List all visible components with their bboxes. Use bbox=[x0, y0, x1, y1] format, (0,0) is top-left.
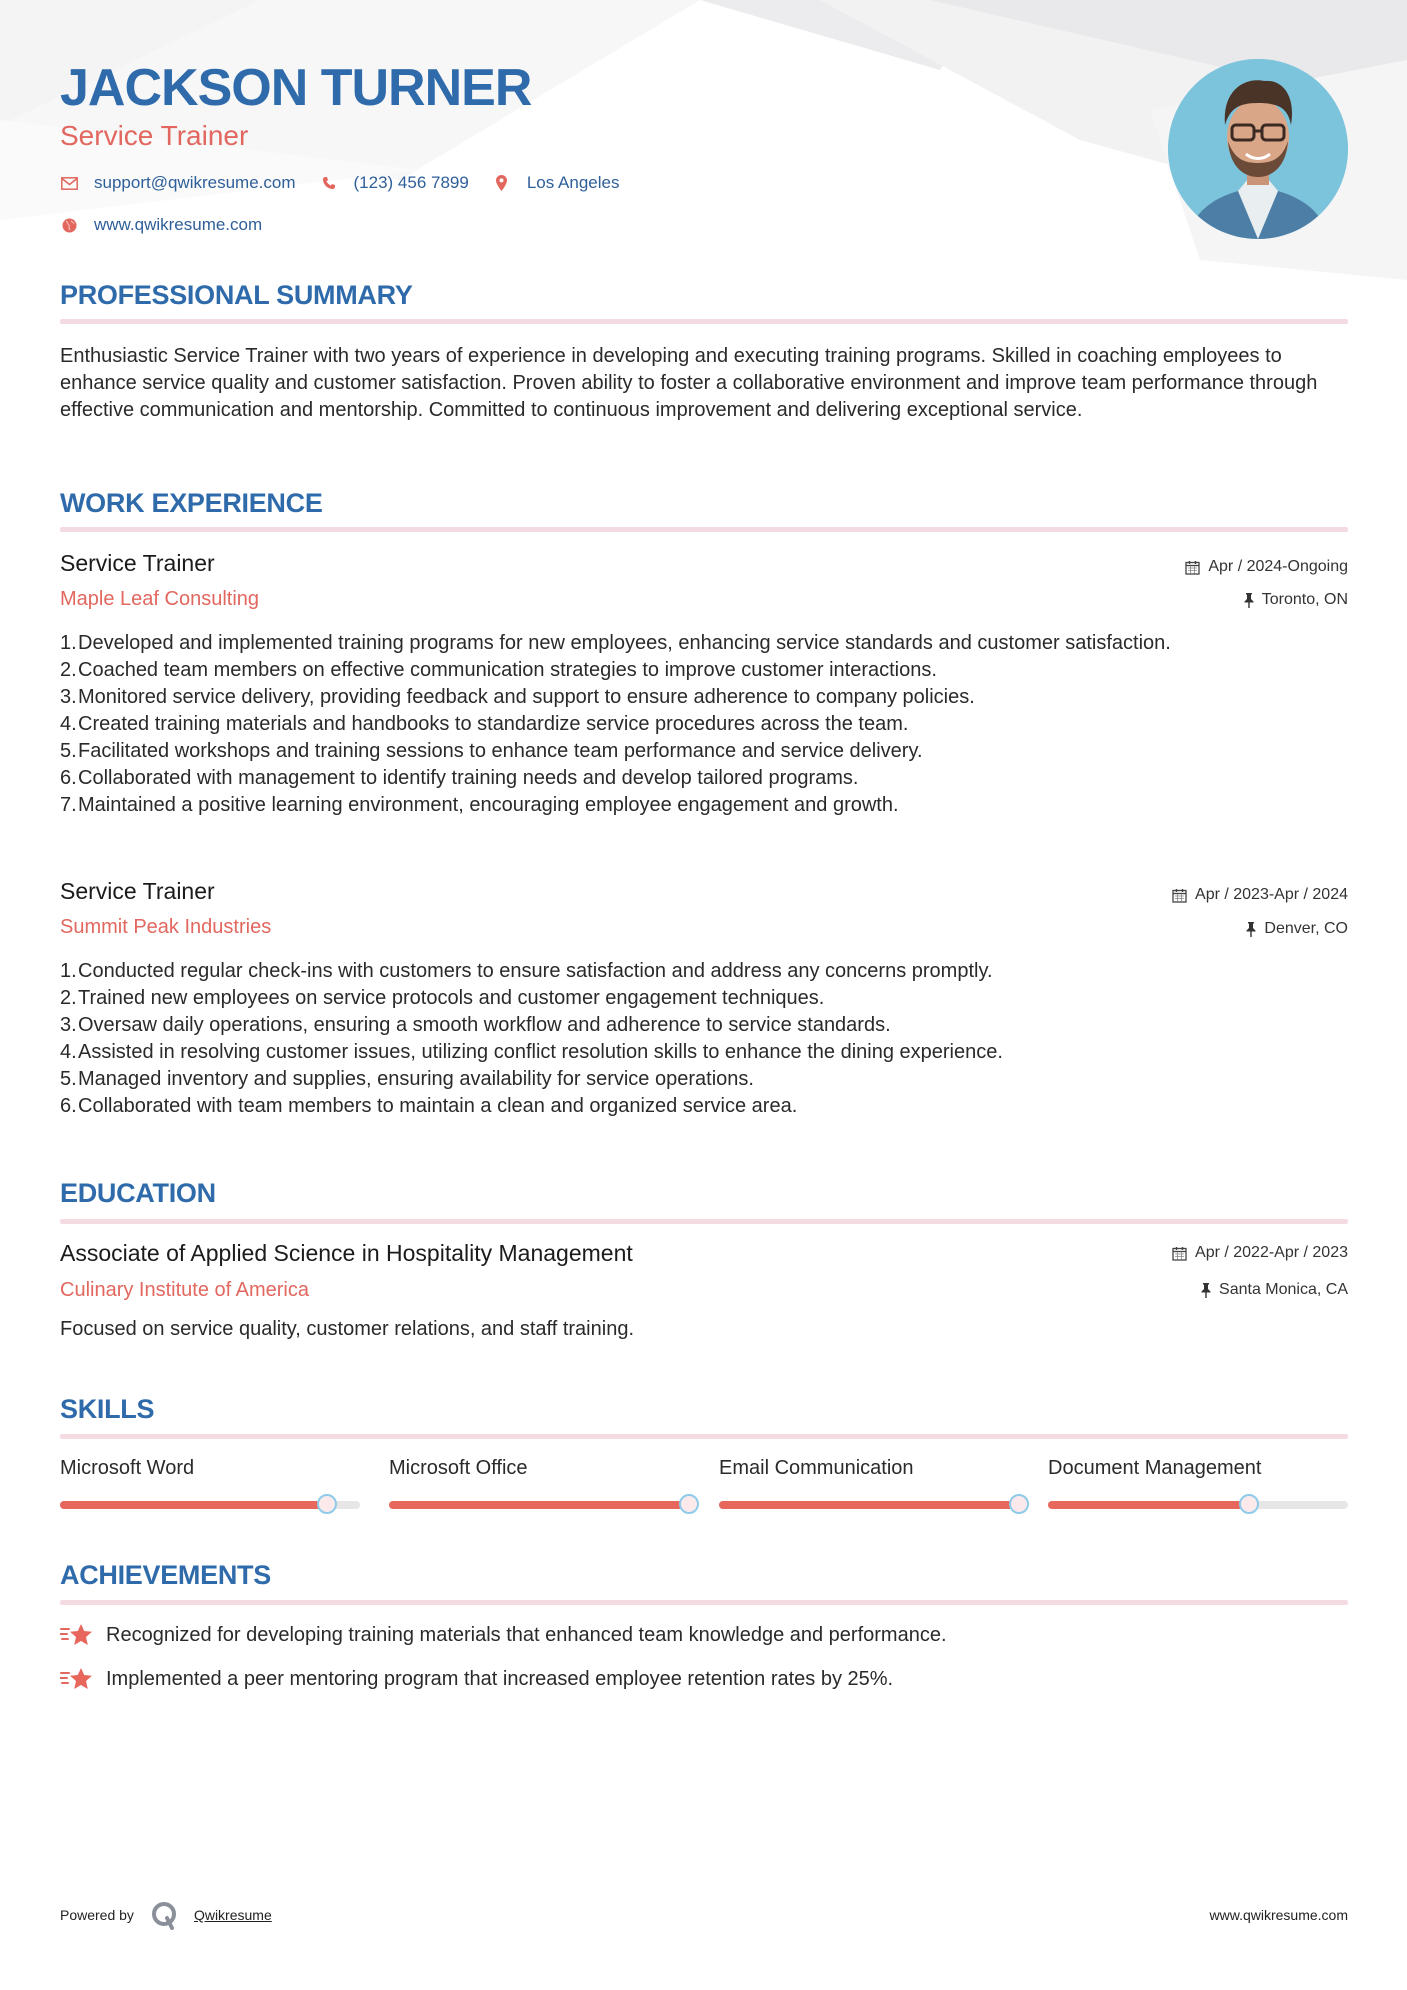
location-text: Los Angeles bbox=[526, 173, 620, 192]
achievement-item bbox=[60, 1622, 947, 1648]
contact-row bbox=[60, 173, 643, 193]
skill-label: Document Management bbox=[1048, 1457, 1262, 1479]
skill-email-communication bbox=[719, 1457, 1019, 1480]
candidate-title: Service Trainer bbox=[60, 120, 249, 151]
skill-bar-fill bbox=[719, 1501, 1019, 1509]
globe-icon bbox=[60, 216, 78, 234]
contact-phone[interactable] bbox=[320, 173, 469, 193]
section-divider bbox=[60, 1219, 1348, 1224]
pushpin-icon bbox=[1201, 1283, 1211, 1298]
contact-location bbox=[493, 173, 620, 193]
skill-bar bbox=[60, 1501, 360, 1509]
education-location bbox=[1201, 1281, 1348, 1299]
skill-bar-knob bbox=[679, 1494, 699, 1514]
bullet-item: 3. Monitored service delivery, providing feedback and support to ensure adherence to company policies. bbox=[60, 686, 975, 708]
bullet-item: 5. Facilitated workshops and training sessions to enhance team performance and service delivery. bbox=[60, 740, 923, 762]
section-divider bbox=[60, 1434, 1348, 1439]
star-award-icon bbox=[60, 1622, 94, 1648]
skill-bar bbox=[719, 1501, 1019, 1509]
job-dates bbox=[1172, 886, 1348, 904]
bullet-item: 1. Conducted regular check-ins with customers to ensure satisfaction and address any concerns promptly. bbox=[60, 960, 993, 982]
achievement-text: Recognized for developing training materials that enhanced team knowledge and performance. bbox=[106, 1623, 947, 1646]
experience-heading: WORK EXPERIENCE bbox=[60, 488, 323, 518]
degree-title: Associate of Applied Science in Hospitality Management bbox=[60, 1240, 633, 1266]
skill-microsoft-office bbox=[389, 1457, 689, 1480]
skill-bar-fill bbox=[60, 1501, 327, 1509]
education-description: Focused on service quality, customer relations, and staff training. bbox=[60, 1318, 634, 1340]
job-location bbox=[1246, 920, 1348, 938]
footer-website: www.qwikresume.com bbox=[1209, 1907, 1348, 1923]
skill-bar-fill bbox=[389, 1501, 689, 1509]
job-bullets bbox=[60, 958, 1348, 1120]
skill-bar-fill bbox=[1048, 1501, 1249, 1509]
achievement-item bbox=[60, 1666, 893, 1692]
school-name: Culinary Institute of America bbox=[60, 1279, 309, 1301]
bullet-item: 3. Oversaw daily operations, ensuring a smooth workflow and adherence to service standards. bbox=[60, 1014, 891, 1036]
summary-heading: PROFESSIONAL SUMMARY bbox=[60, 280, 413, 310]
bullet-item: 7. Maintained a positive learning environment, encouraging employee engagement and growth. bbox=[60, 794, 899, 816]
section-divider bbox=[60, 319, 1348, 324]
bullet-item: 4. Created training materials and handbooks to standardize service procedures across the team. bbox=[60, 713, 909, 735]
job-dates-text: Apr / 2024-Ongoing bbox=[1208, 558, 1348, 575]
job-title: Service Trainer bbox=[60, 550, 215, 576]
section-divider bbox=[60, 1600, 1348, 1605]
education-location-text: Santa Monica, CA bbox=[1219, 1281, 1348, 1298]
calendar-icon bbox=[1172, 1246, 1187, 1261]
achievement-text: Implemented a peer mentoring program that increased employee retention rates by 25%. bbox=[106, 1667, 894, 1690]
bullet-item: 6. Collaborated with team members to maintain a clean and organized service area. bbox=[60, 1095, 798, 1117]
bullet-item: 1. Developed and implemented training programs for new employees, enhancing service standards and customer satisfaction. bbox=[60, 632, 1171, 654]
job-title: Service Trainer bbox=[60, 878, 215, 904]
contact-row-2 bbox=[60, 215, 286, 235]
skill-label: Microsoft Word bbox=[60, 1457, 195, 1479]
achievements-heading: ACHIEVEMENTS bbox=[60, 1560, 271, 1590]
bullet-item: 2. Trained new employees on service protocols and customer engagement techniques. bbox=[60, 987, 825, 1009]
skills-heading: SKILLS bbox=[60, 1394, 155, 1424]
skill-bar bbox=[389, 1501, 689, 1509]
map-pin-icon bbox=[493, 174, 511, 192]
summary-text: Enthusiastic Service Trainer with two years of experience in developing and executing training programs. Skilled in coaching employees to enhance service quality and customer satisfaction. Proven ability to foster a collaborative environment and improve team performance through effective communication and mentorship. Committed to continuous improvement and delivering exceptional service. bbox=[60, 345, 1318, 421]
job-dates-text: Apr / 2023-Apr / 2024 bbox=[1195, 886, 1348, 903]
envelope-icon bbox=[60, 174, 78, 192]
bullet-item: 4. Assisted in resolving customer issues, utilizing conflict resolution skills to enhance the dining experience. bbox=[60, 1041, 1003, 1063]
profile-photo bbox=[1168, 59, 1348, 239]
skill-microsoft-word bbox=[60, 1457, 360, 1480]
candidate-name: JACKSON TURNER bbox=[60, 59, 532, 117]
powered-by-label: Powered by bbox=[60, 1907, 134, 1923]
calendar-icon bbox=[1185, 560, 1200, 575]
phone-icon bbox=[320, 174, 338, 192]
job-company: Maple Leaf Consulting bbox=[60, 588, 260, 610]
bullet-item: 5. Managed inventory and supplies, ensuring availability for service operations. bbox=[60, 1068, 754, 1090]
skill-label: Email Communication bbox=[719, 1457, 914, 1479]
contact-website[interactable] bbox=[60, 215, 262, 235]
job-dates bbox=[1185, 558, 1348, 576]
pushpin-icon bbox=[1246, 922, 1256, 937]
bullet-item: 2. Coached team members on effective communication strategies to improve customer interactions. bbox=[60, 659, 937, 681]
education-dates-text: Apr / 2022-Apr / 2023 bbox=[1195, 1244, 1348, 1261]
job-location-text: Denver, CO bbox=[1264, 920, 1348, 937]
skill-bar-knob bbox=[1009, 1494, 1029, 1514]
phone-text: (123) 456 7899 bbox=[353, 173, 469, 192]
bullet-item: 6. Collaborated with management to identify training needs and develop tailored programs. bbox=[60, 767, 859, 789]
calendar-icon bbox=[1172, 888, 1187, 903]
job-bullets bbox=[60, 630, 1348, 819]
website-text: www.qwikresume.com bbox=[94, 215, 263, 234]
skill-bar-knob bbox=[317, 1494, 337, 1514]
avatar-illustration bbox=[1168, 59, 1348, 239]
education-dates bbox=[1172, 1244, 1348, 1262]
qwikresume-link[interactable]: Qwikresume bbox=[193, 1907, 272, 1923]
skill-document-management bbox=[1048, 1457, 1348, 1480]
qwikresume-logo-icon bbox=[150, 1900, 180, 1930]
email-text: support@qwikresume.com bbox=[94, 173, 296, 192]
contact-email[interactable] bbox=[60, 173, 296, 193]
skill-bar bbox=[1048, 1501, 1348, 1509]
job-location-text: Toronto, ON bbox=[1261, 591, 1348, 608]
star-award-icon bbox=[60, 1666, 94, 1692]
education-heading: EDUCATION bbox=[60, 1178, 216, 1208]
pushpin-icon bbox=[1244, 593, 1254, 608]
footer-powered-by bbox=[60, 1900, 272, 1930]
skill-label: Microsoft Office bbox=[389, 1457, 528, 1479]
job-location bbox=[1244, 591, 1348, 609]
job-company: Summit Peak Industries bbox=[60, 916, 272, 938]
section-divider bbox=[60, 527, 1348, 532]
skill-bar-knob bbox=[1239, 1494, 1259, 1514]
